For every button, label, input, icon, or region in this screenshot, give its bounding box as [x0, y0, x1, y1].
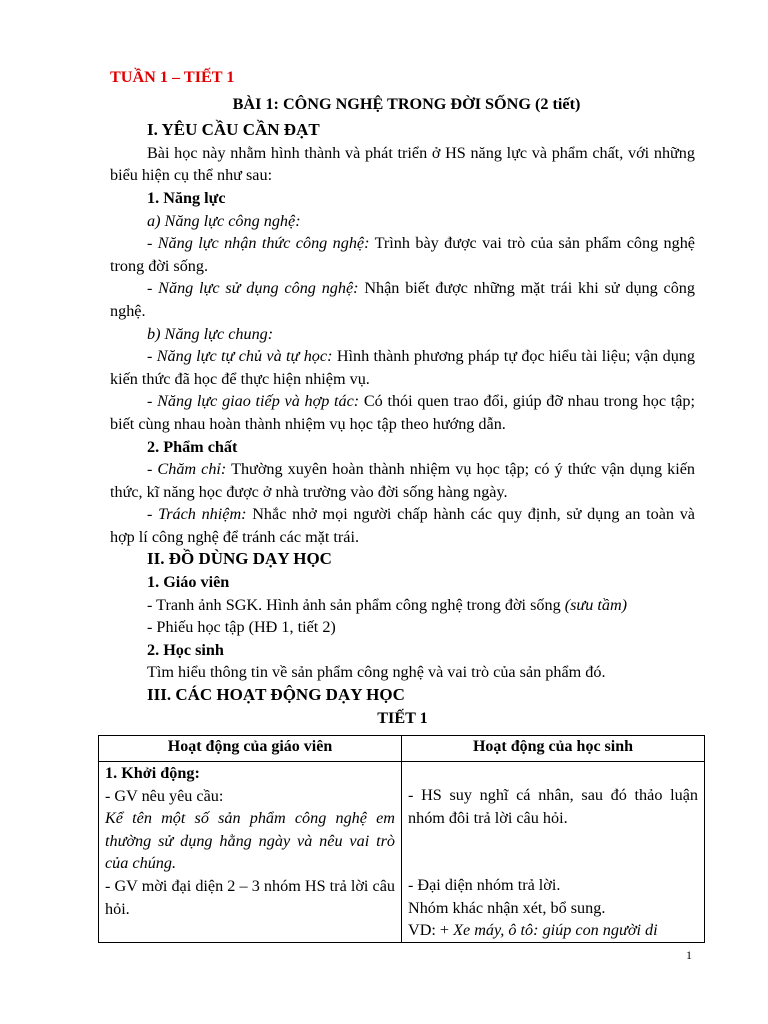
teacher-item-1-text: - Tranh ảnh SGK. Hình ảnh sản phẩm công nghệ trong đời sống [147, 595, 565, 614]
table-header-row [99, 736, 705, 762]
general-item-2 [110, 390, 695, 435]
warmup-step-label: 1. Khởi động: [105, 764, 200, 782]
teacher-item-2: - Phiếu học tập (HĐ 1, tiết 2) [147, 618, 336, 637]
student-activity-cell [402, 762, 705, 943]
student-line-3: Nhóm khác nhận xét, bổ sung. [408, 898, 606, 917]
section2-heading: II. ĐỒ DÙNG DẠY HỌC [147, 549, 332, 569]
page-number: 1 [686, 948, 692, 962]
section1-intro: Bài học này nhằm hình thành và phát triển ở HS năng lực và phẩm chất, với những biểu hiện cụ thể như sau: [110, 143, 695, 185]
section3-heading: III. CÁC HOẠT ĐỘNG DẠY HỌC [147, 685, 405, 705]
teacher-activity-cell [99, 762, 402, 943]
teacher-heading: 1. Giáo viên [147, 573, 230, 592]
teacher-line-3: - GV mời đại diện 2 – 3 nhóm HS trả lời câu hỏi. [105, 876, 395, 918]
student-heading: 2. Học sinh [147, 640, 224, 659]
tech-item-2 [110, 277, 695, 322]
teacher-line-1: - GV nêu yêu cầu: [105, 786, 224, 805]
general-item-1-text: Hình thành phương pháp tự đọc hiểu tài liệu; vận dụng kiến thức đã học để thực hiện nhiệm vụ. [110, 347, 695, 388]
competence-heading: 1. Năng lực [147, 188, 226, 207]
general-item-1-label: - Năng lực tự chủ và tự học: [147, 347, 333, 366]
teacher-line-2: Kể tên một số sản phẩm công nghệ em thường sử dụng hằng ngày và nêu vai trò của chúng. [105, 809, 395, 873]
tech-competence-heading: a) Năng lực công nghệ: [147, 211, 301, 230]
tech-item-1 [110, 232, 695, 277]
table-row [99, 762, 705, 943]
section1-heading: I. YÊU CẦU CẦN ĐẠT [147, 120, 320, 140]
student-line-4-prefix: VD: + [408, 921, 454, 940]
quality-item-1-label: - Chăm chỉ: [147, 460, 227, 479]
quality-heading: 2. Phẩm chất [147, 437, 238, 456]
general-item-2-text: Có thói quen trao đổi, giúp đỡ nhau trong học tập; biết cùng nhau hoàn thành nhiệm vụ học tập theo hướng dẫn. [110, 392, 695, 433]
tech-item-1-label: - Năng lực nhận thức công nghệ: [147, 234, 370, 253]
student-line-4 [408, 919, 698, 942]
quality-item-2 [110, 503, 695, 548]
general-item-2-label: - Năng lực giao tiếp và hợp tác: [147, 392, 360, 411]
student-line-1: - HS suy nghĩ cá nhân, sau đó thảo luận nhóm đôi trả lời câu hỏi. [408, 786, 698, 827]
tech-item-2-text: Nhận biết được những mặt trái khi sử dụng công nghệ. [110, 279, 695, 320]
lesson-title: BÀI 1: CÔNG NGHỆ TRONG ĐỜI SỐNG (2 tiết) [232, 94, 581, 113]
tech-item-1-text: Trình bày được vai trò của sản phẩm công nghệ trong đời sống. [110, 234, 695, 275]
teacher-activity-header: Hoạt động của giáo viên [99, 736, 402, 762]
quality-item-2-label: - Trách nhiệm: [147, 505, 247, 524]
quality-item-2-text: Nhắc nhở mọi người chấp hành các quy định, sử dụng an toàn và hợp lí công nghệ để tránh các mặt trái. [110, 505, 695, 546]
tech-item-2-label: - Năng lực sử dụng công nghệ: [147, 279, 359, 298]
quality-item-1 [110, 458, 695, 503]
week-label: TUẦN 1 – TIẾT 1 [110, 68, 235, 86]
student-text: Tìm hiểu thông tin về sản phẩm công nghệ và vai trò của sản phẩm đó. [147, 663, 606, 682]
document-body [110, 66, 695, 729]
general-competence-heading: b) Năng lực chung: [147, 324, 274, 343]
student-activity-header: Hoạt động của học sinh [402, 736, 705, 762]
student-line-2: - Đại diện nhóm trả lời. [408, 876, 561, 895]
teacher-item-1 [147, 594, 695, 617]
period-title: TIẾT 1 [377, 708, 428, 727]
student-line-4-text: Xe máy, ô tô: giúp con người di [453, 921, 658, 940]
activity-table [98, 735, 705, 943]
teacher-item-1-note: (sưu tầm) [564, 595, 628, 614]
general-item-1 [110, 345, 695, 390]
quality-item-1-text: Thường xuyên hoàn thành nhiệm vụ học tập; có ý thức vận dụng kiến thức, kĩ năng học được ở nhà trường vào đời sống hàng ngày. [110, 460, 695, 501]
